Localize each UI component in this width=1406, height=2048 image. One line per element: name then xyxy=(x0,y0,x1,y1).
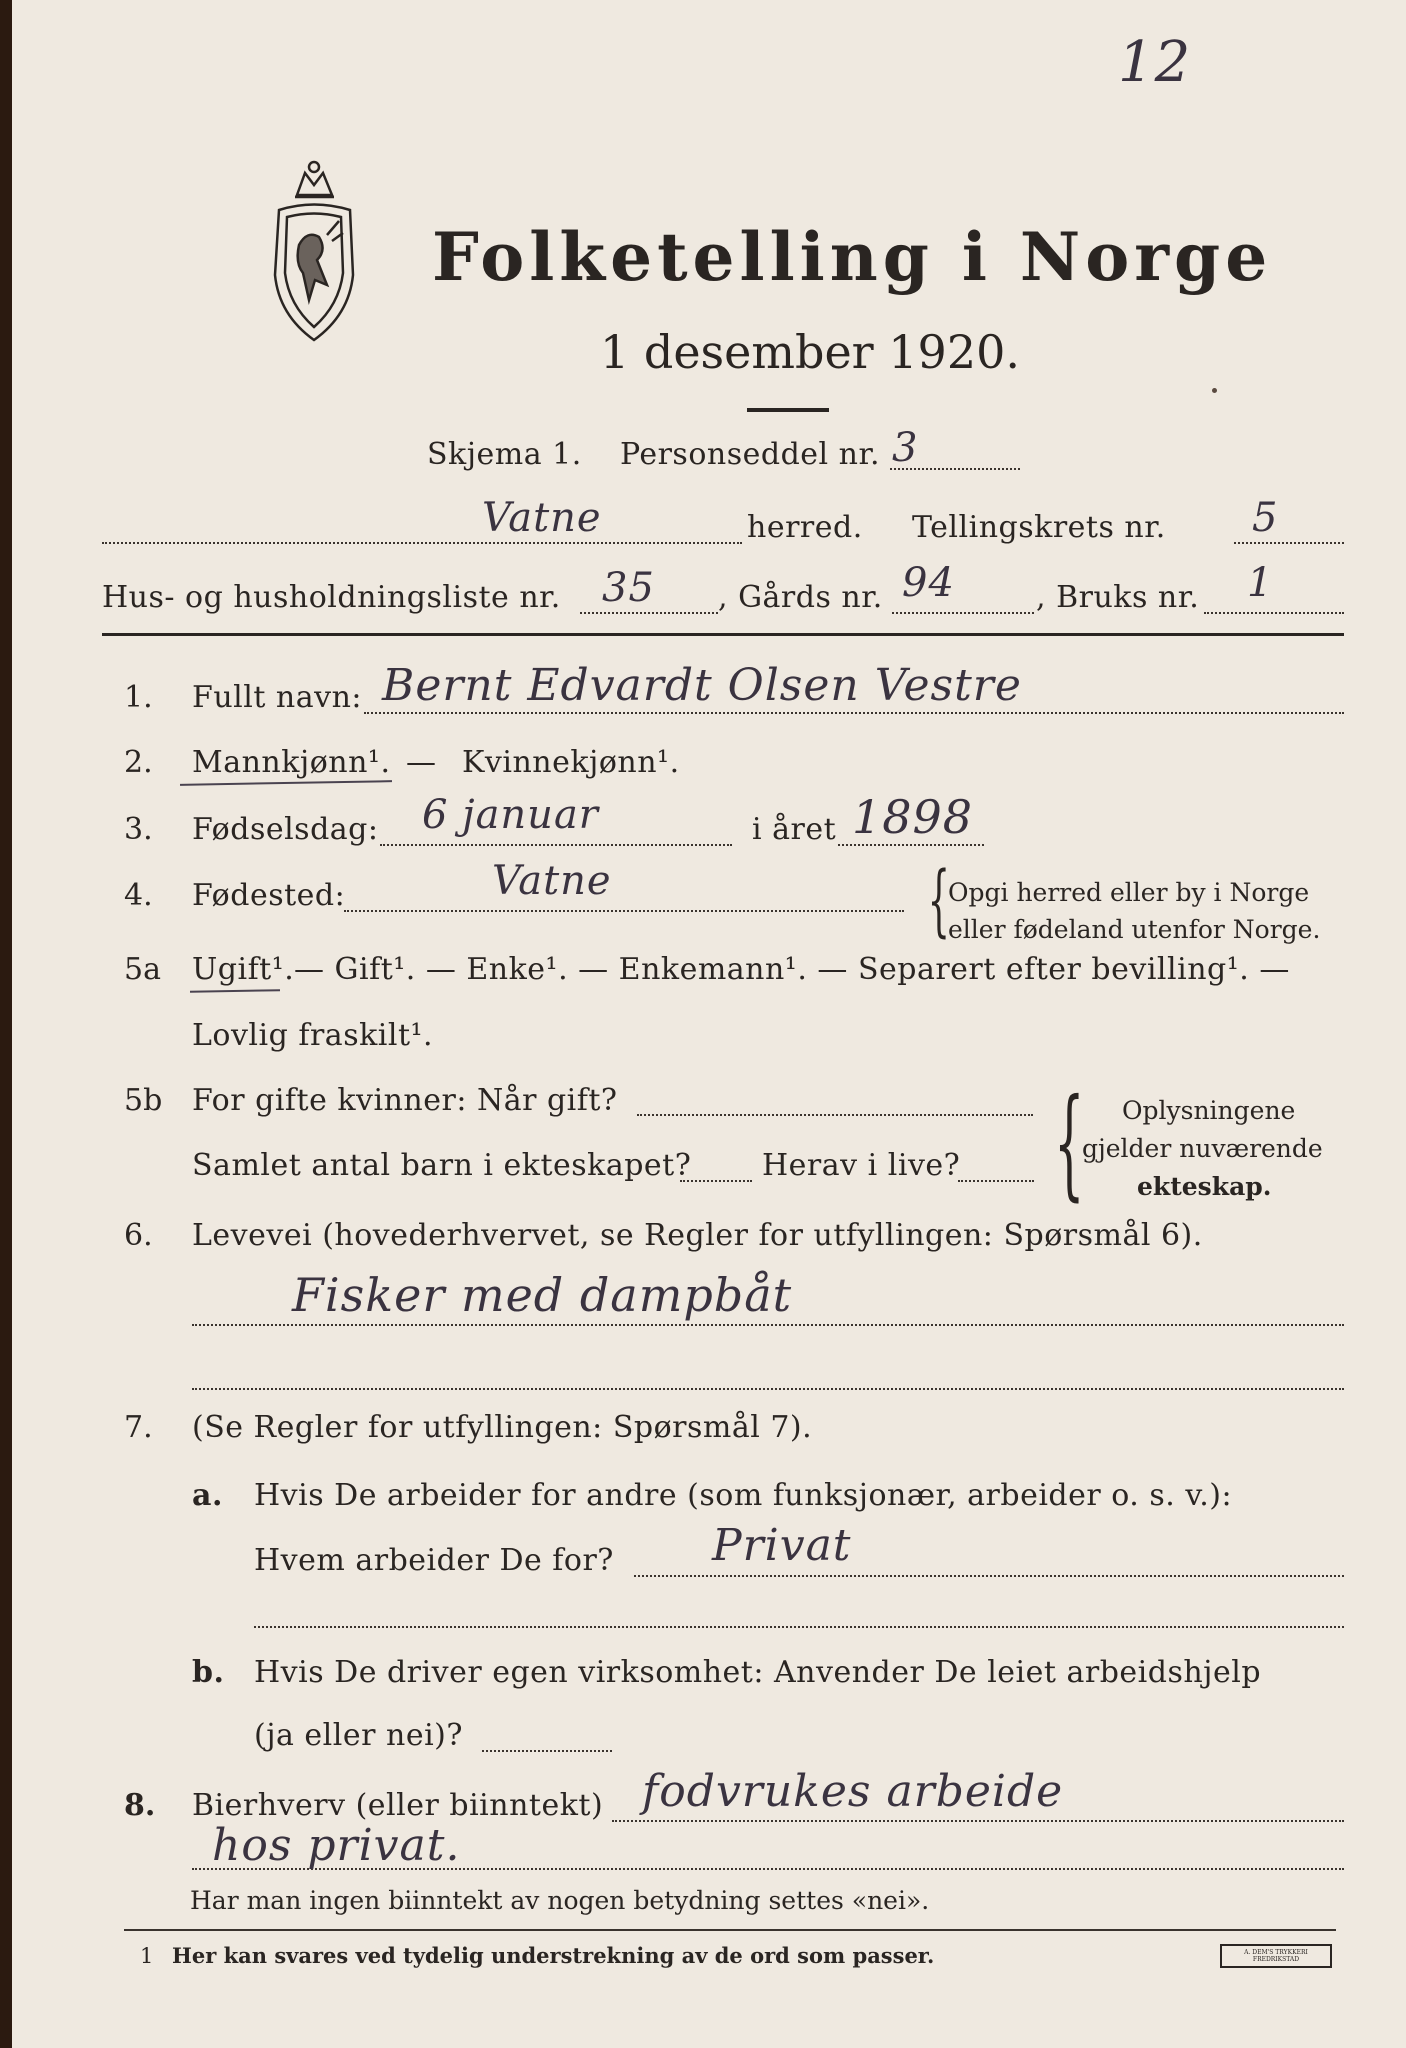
q8-line1 xyxy=(612,1820,1344,1822)
footnote-rule xyxy=(124,1929,1336,1931)
q7-label: (Se Regler for utfyllingen: Spørsmål 7). xyxy=(192,1410,813,1445)
tellingskrets-label: Tellingskrets nr. xyxy=(912,510,1166,545)
q6-number: 6. xyxy=(124,1218,153,1253)
q3-answer: 6 januar xyxy=(422,792,599,838)
q5b-note2: gjelder nuværende xyxy=(1082,1134,1323,1163)
q1-line xyxy=(364,712,1344,714)
q4-note-line1: Opgi herred eller by i Norge xyxy=(948,878,1310,907)
q4-answer: Vatne xyxy=(492,858,612,904)
q3-year-label: i året xyxy=(752,812,837,847)
schema-label: Skjema 1. xyxy=(427,437,582,472)
q4-number: 4. xyxy=(124,878,153,913)
q4-line xyxy=(344,910,904,912)
bruks-label: , Bruks nr. xyxy=(1036,580,1200,615)
census-date: 1 desember 1920. xyxy=(600,325,1020,379)
q8-answer2: hos privat. xyxy=(212,1820,461,1871)
q2-female: Kvinnekjønn¹. xyxy=(462,745,680,780)
gards-line xyxy=(892,612,1034,614)
husholdning-value: 35 xyxy=(602,565,655,611)
q3-year-value: 1898 xyxy=(852,790,974,844)
herred-label: herred. xyxy=(747,510,863,545)
q4-label: Fødested: xyxy=(192,878,346,913)
herred-value: Vatne xyxy=(482,495,602,541)
census-form-sheet xyxy=(12,0,1406,2048)
q7-number: 7. xyxy=(124,1410,153,1445)
q8-number: 8. xyxy=(124,1788,156,1823)
q5a-line2: Lovlig fraskilt¹. xyxy=(192,1018,434,1053)
q2-male-underline xyxy=(180,780,392,786)
q3-date-line xyxy=(380,844,732,846)
q2-number: 2. xyxy=(124,745,153,780)
q6-line1 xyxy=(192,1324,1344,1326)
q8-label: Bierhverv (eller biinntekt) xyxy=(192,1788,604,1823)
printer-stamp-text: A. DEM'S TRYKKERI FREDRIKSTAD xyxy=(1244,1949,1308,1963)
form-title: Folketelling i Norge xyxy=(432,218,1273,296)
footnote-text: Her kan svares ved tydelig understrekning av de ord som passer. xyxy=(172,1943,935,1968)
q4-note-line2: eller fødeland utenfor Norge. xyxy=(948,915,1321,944)
q5b-brace: { xyxy=(1054,1074,1085,1213)
q7a-line2 xyxy=(254,1626,1344,1628)
norway-coat-of-arms-icon xyxy=(257,155,372,349)
q7a-answer: Privat xyxy=(712,1520,852,1571)
footnote-mark: 1 xyxy=(140,1944,154,1968)
header-rule xyxy=(102,633,1344,636)
q7b-letter: b. xyxy=(192,1655,225,1690)
gards-label: , Gårds nr. xyxy=(718,580,883,615)
q6-answer: Fisker med dampbåt xyxy=(292,1268,793,1322)
q7b-sub: (ja eller nei)? xyxy=(254,1718,463,1753)
herred-line xyxy=(102,542,742,544)
printer-stamp xyxy=(1220,1944,1332,1968)
q6-line2 xyxy=(192,1388,1344,1390)
q2-separator: — xyxy=(406,745,437,780)
title-divider xyxy=(747,408,829,412)
q5b-children-line xyxy=(680,1180,752,1182)
q7b-line xyxy=(482,1750,612,1752)
q3-year-line xyxy=(838,844,984,846)
q5b-label1: For gifte kvinner: Når gift? xyxy=(192,1083,618,1118)
bruks-line xyxy=(1204,612,1344,614)
q3-label: Fødselsdag: xyxy=(192,812,379,847)
husholdning-line xyxy=(580,612,718,614)
q5b-married-line xyxy=(637,1114,1033,1116)
q5a-number: 5a xyxy=(124,952,161,987)
ink-dot xyxy=(1212,388,1217,393)
q8-note: Har man ingen biinntekt av nogen betydning settes «nei». xyxy=(190,1886,930,1915)
q5a-ugift: Ugift¹. xyxy=(192,952,295,987)
gards-value: 94 xyxy=(902,560,955,606)
bruks-value: 1 xyxy=(1247,560,1274,606)
husholdning-label: Hus- og husholdningsliste nr. xyxy=(102,580,561,615)
q2-male: Mannkjønn¹. xyxy=(192,745,391,780)
tellingskrets-line xyxy=(1234,542,1344,544)
q5b-alive-line xyxy=(958,1180,1034,1182)
q5b-note3: ekteskap. xyxy=(1137,1172,1272,1201)
q7a-label: Hvis De arbeider for andre (som funksjonær, arbeider o. s. v.): xyxy=(254,1478,1233,1513)
personseddel-value: 3 xyxy=(892,425,919,471)
q7a-letter: a. xyxy=(192,1478,223,1513)
q5b-label2: Samlet antal barn i ekteskapet? xyxy=(192,1148,692,1183)
personseddel-label: Personseddel nr. xyxy=(620,437,881,472)
corner-number: 12 xyxy=(1118,30,1192,95)
q1-label: Fullt navn: xyxy=(192,680,363,715)
q5a-options: — Gift¹. — Enke¹. — Enkemann¹. — Separert efter bevilling¹. — xyxy=(294,952,1290,987)
q7a-line1 xyxy=(634,1575,1344,1577)
q5b-note1: Oplysningene xyxy=(1122,1096,1296,1125)
q1-answer: Bernt Edvardt Olsen Vestre xyxy=(382,660,1022,711)
q6-label: Levevei (hovederhvervet, se Regler for utfyllingen: Spørsmål 6). xyxy=(192,1218,1203,1253)
tellingskrets-value: 5 xyxy=(1252,495,1279,541)
q4-brace: { xyxy=(927,856,950,946)
q5b-number: 5b xyxy=(124,1083,163,1118)
q1-number: 1. xyxy=(124,680,153,715)
q8-answer1: fodvrukes arbeide xyxy=(642,1766,1064,1817)
q5b-label3: Herav i live? xyxy=(762,1148,961,1183)
q5a-ugift-underline xyxy=(190,989,280,993)
q3-number: 3. xyxy=(124,812,153,847)
q7b-label: Hvis De driver egen virksomhet: Anvender De leiet arbeidshjelp xyxy=(254,1655,1262,1690)
q7a-sub: Hvem arbeider De for? xyxy=(254,1543,614,1578)
